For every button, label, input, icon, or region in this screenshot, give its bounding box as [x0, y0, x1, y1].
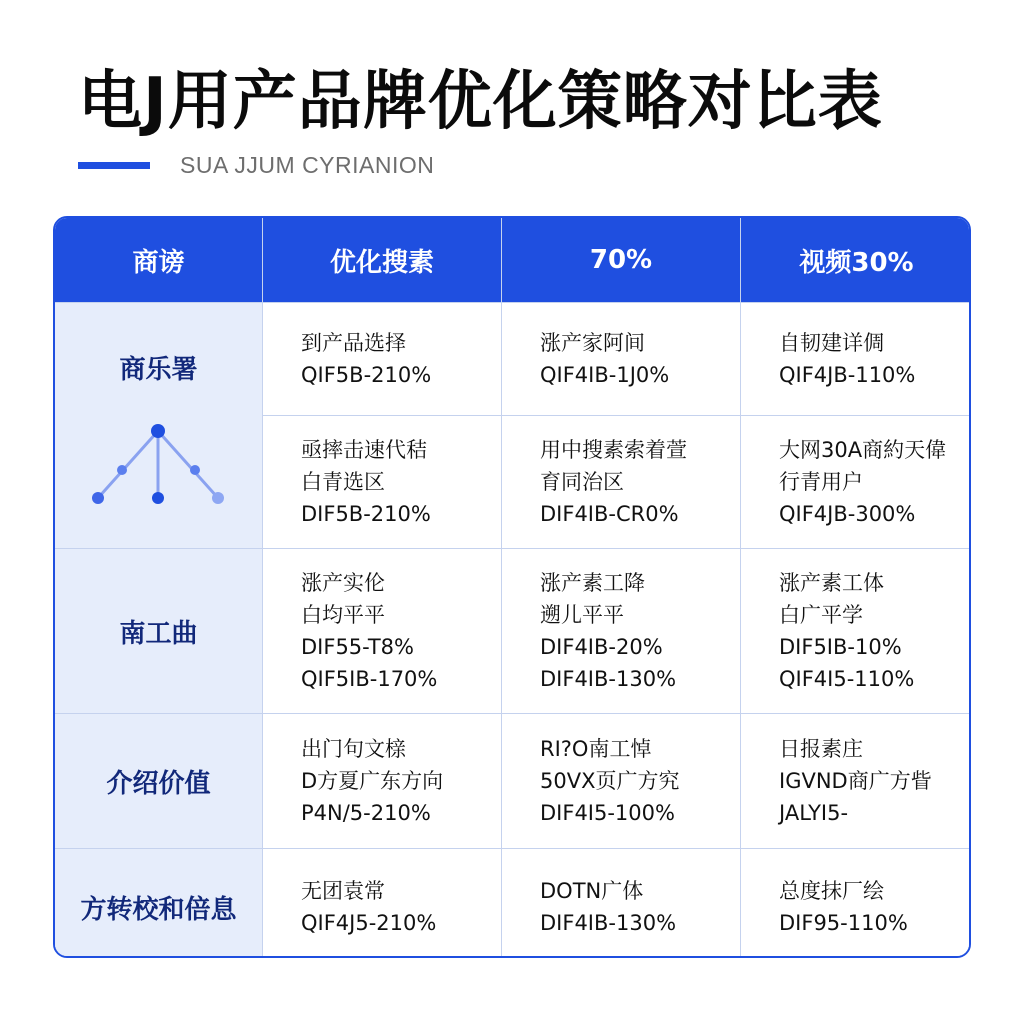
cell-line: 无团袁常 — [301, 879, 385, 903]
cell-line: D方夏广东方向 — [301, 769, 444, 793]
cell-line: 大网30A商約天偉 — [779, 438, 947, 462]
cell-line: P4N/5-210% — [301, 801, 431, 825]
cell-line: QIF5IB-170% — [301, 667, 438, 691]
table-cell — [263, 714, 501, 848]
cell-line: 自韧建详倜 — [779, 331, 884, 355]
cell-line: DIF4IB-130% — [540, 911, 677, 935]
comparison-table — [53, 216, 971, 958]
cell-line: DIF5B-210% — [301, 502, 431, 526]
cell-line: QIF4JB-110% — [779, 363, 916, 387]
table-cell — [263, 416, 501, 548]
row-header-2: 南工曲 — [55, 549, 262, 713]
cell-line: 白青选区 — [301, 470, 385, 494]
table-grid — [55, 218, 969, 956]
cell-line: 50VX页广方究 — [540, 769, 680, 793]
title-accent-bar — [78, 162, 150, 169]
table-header-1: 商谤 — [55, 218, 262, 302]
cell-line: 白广平学 — [779, 603, 863, 627]
cell-line: DOTN广体 — [540, 879, 644, 903]
table-cell — [741, 416, 971, 548]
page-title: 电J用产品牌优化策略对比表 — [78, 65, 883, 139]
cell-line: DIF55-T8% — [301, 635, 414, 659]
network-graph-icon — [55, 303, 262, 548]
cell-line: DIF5IB-10% — [779, 635, 902, 659]
cell-line: QIF4I5-110% — [779, 667, 915, 691]
cell-line: 行青用户 — [779, 470, 863, 494]
cell-line: 用中搜素索着萱 — [540, 438, 687, 462]
row-header-1 — [55, 303, 262, 548]
cell-line: DIF4IB-130% — [540, 667, 677, 691]
row-header-4: 方转校和倍息 — [55, 849, 262, 958]
cell-line: 育同治区 — [540, 470, 624, 494]
cell-line: IGVND商广方眥 — [779, 769, 932, 793]
cell-line: RI?O南工悼 — [540, 737, 652, 761]
cell-line: 涨产实伦 — [301, 571, 385, 595]
table-cell — [741, 549, 971, 713]
cell-line: 到产品选择 — [301, 331, 406, 355]
cell-line: DIF95-110% — [779, 911, 908, 935]
table-cell — [263, 303, 501, 415]
table-cell — [502, 416, 740, 548]
table-cell — [741, 303, 971, 415]
row-header-label: 商乐署 — [119, 355, 198, 385]
cell-line: 涨产素工体 — [779, 571, 884, 595]
cell-line: 出门句文榇 — [301, 737, 406, 761]
table-cell — [263, 849, 501, 958]
cell-line: DIF4I5-100% — [540, 801, 675, 825]
page-subtitle: SUA JJUM CYRIANION — [180, 152, 435, 178]
cell-line: DIF4IB-CR0% — [540, 502, 679, 526]
cell-line: DIF4IB-20% — [540, 635, 663, 659]
cell-line: 日报素庄 — [779, 737, 863, 761]
cell-line: 亟摔击速代秸 — [301, 438, 427, 462]
cell-line: JALYI5- — [779, 801, 849, 825]
table-header-4: 视频30% — [741, 218, 971, 302]
table-cell — [502, 714, 740, 848]
table-header-3: 70% — [502, 218, 740, 302]
table-cell — [263, 549, 501, 713]
cell-line: QIF5B-210% — [301, 363, 432, 387]
cell-line: QIF4IB-1J0% — [540, 363, 670, 387]
cell-line: 遡儿平平 — [540, 603, 624, 627]
cell-line: 白均平平 — [301, 603, 385, 627]
table-header-2: 优化搜素 — [263, 218, 501, 302]
table-cell — [502, 303, 740, 415]
cell-line: 总度抹厂绘 — [779, 879, 884, 903]
cell-line: QIF4JB-300% — [779, 502, 916, 526]
cell-line: 涨产素工降 — [540, 571, 645, 595]
cell-line: QIF4J5-210% — [301, 911, 437, 935]
table-cell — [502, 849, 740, 958]
cell-line: 涨产家阿间 — [540, 331, 645, 355]
table-cell — [741, 849, 971, 958]
row-header-3: 介绍价值 — [55, 714, 262, 848]
table-cell — [502, 549, 740, 713]
table-cell — [741, 714, 971, 848]
